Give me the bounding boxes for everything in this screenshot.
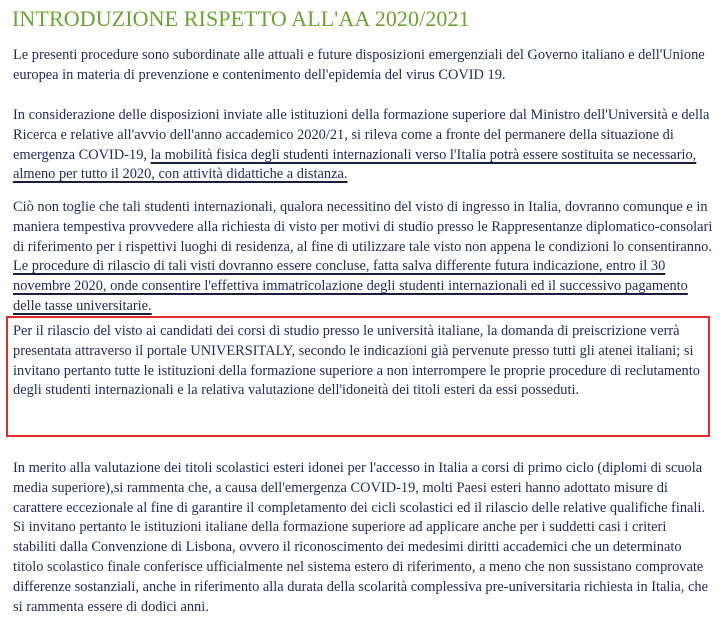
paragraph-text: Ciò non toglie che tali studenti internazionali, qualora necessitino del visto di ingresso in Italia, dovranno comunque e in maniera tempestiva provvedere alla richiesta di visto per motivi di studio presso le Rappresentanze diplomatico-consolari di riferimento per i rispettivi luoghi di residenza, al fine di utilizzare tale visto non appena le condizioni lo consentiranno. <box>13 199 713 255</box>
paragraph-mobilita-studenti <box>13 106 713 185</box>
paragraph-universitaly-preiscrizione: Per il rilascio del visto ai candidati dei corsi di studio presso le università italiane, la domanda di preiscrizione verrà presentata attraverso il portale UNIVERSITALY, secondo le indicazioni già pervenute presso tutti gli atenei italiani; si invitano pertanto tutte le istituzioni della formazione superiore a non interrompere le proprie procedure di reclutamento degli studenti internazionali e la relativa valutazione dell'idoneità dei titoli esteri da essi posseduti. <box>13 323 700 399</box>
paragraph-text: In considerazione delle disposizioni inviate alle istituzioni della formazione superiore dal Ministro dell'Università e della Ricerca e relative all'avvio dell'anno accademico 2020/21, si rileva come a fronte del permanere della situazione di emergenza COVID-19, <box>13 107 710 163</box>
paragraph-titoli-esteri: In merito alla valutazione dei titoli scolastici esteri idonei per l'accesso in Italia a corsi di primo ciclo (diplomi di scuola media superiore),si rammenta che, a causa dell'emergenza COVID-19, molti Paesi esteri hanno adottato misure di carattere eccezionale al fine di garantire il completamento dei cicli scolastici ed il rilascio delle relative qualifiche finali. Si invitano pertanto le istituzioni italiane della formazione superiore ad applicare anche per i suddetti casi i criteri stabiliti dalla Convenzione di Lisbona, ovvero il riconoscimento dei medesimi diritti accademici che un determinato titolo scolastico finale conferisce ufficialmente nel sistema estero di riferimento, a meno che non sussistano comprovate differenze sostanziali, anche in riferimento alla durata della scolarità complessiva pre-universitaria richiesta in Italia, che si rammenta essere di dodici anni. <box>13 460 708 615</box>
page-title: INTRODUZIONE RISPETTO ALL'AA 2020/2021 <box>12 6 470 31</box>
paragraph-richiesta-visto <box>13 198 713 317</box>
underlined-text-didattica-distanza: la mobilità fisica degli studenti internazionali verso l'Italia potrà essere sostituita se necessario, almeno per tutto il 2020, con attività didattiche a distanza. <box>13 146 697 183</box>
paragraph-covid-disposizioni: Le presenti procedure sono subordinate alle attuali e future disposizioni emergenziali del Governo italiano e dell'Unione europea in materia di prevenzione e contenimento dell'epidemia del virus COVID 19. <box>13 47 705 83</box>
underlined-text-scadenza-visti: Le procedure di rilascio di tali visti dovranno essere concluse, fatta salva differente futura indicazione, entro il 30 novembre 2020, onde consentire l'effettiva immatricolazione degli studenti internazionali ed il successivo pagamento delle tasse universitarie. <box>13 258 688 314</box>
